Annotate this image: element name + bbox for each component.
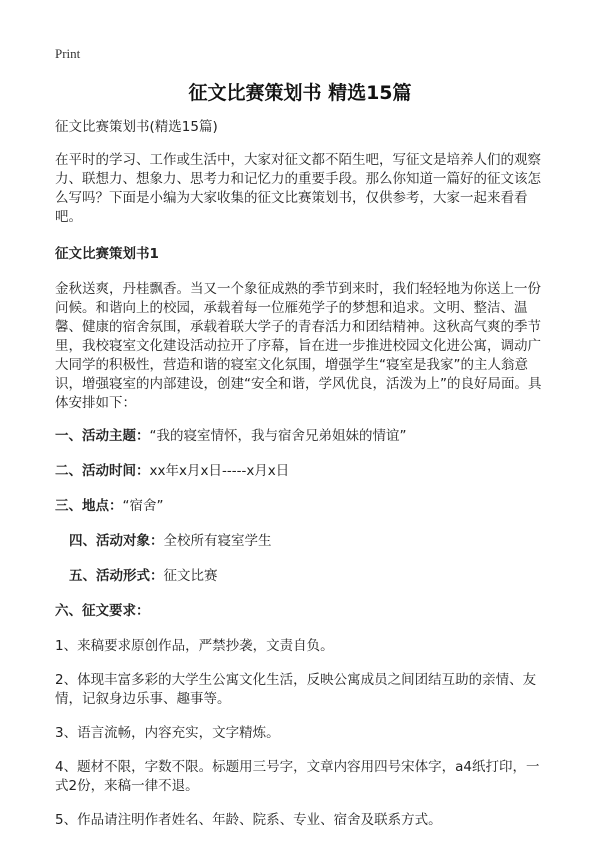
item-audience	[55, 532, 550, 551]
item-format	[55, 567, 550, 586]
item-label: 二、活动时间：	[55, 463, 150, 479]
item-value: xx年x月x日-----x月x日	[149, 463, 290, 479]
item-value: 征文比赛	[163, 568, 218, 584]
item-label: 五、活动形式：	[69, 568, 164, 584]
page-title: 征文比赛策划书 精选15篇	[188, 82, 412, 104]
item-location	[55, 497, 550, 516]
item-value: “宿舍”	[122, 498, 164, 514]
item-value: 全校所有寝室学生	[163, 533, 272, 549]
requirement-item: 2、体现丰富多彩的大学生公寓文化生活，反映公寓成员之间团结互助的亲情、友情，记叙身边乐事、趣事等。	[55, 672, 537, 707]
requirement-item: 4、题材不限，字数不限。标题用三号字，文章内容用四号宋体字，a4纸打印，一式2份，来稿一律不退。	[55, 759, 540, 794]
item-value: “我的寝室情怀，我与宿舍兄弟姐妹的情谊”	[149, 428, 407, 444]
item-theme	[55, 427, 550, 446]
item-label: 四、活动对象：	[69, 533, 164, 549]
item-label: 三、地点：	[55, 498, 123, 514]
item-label: 六、征文要求：	[55, 603, 150, 619]
body-paragraph: 金秋送爽，丹桂飘香。当又一个象征成熟的季节到来时，我们轻轻地为你送上一份问候。和谐向上的校园，承载着每一位雁苑学子的梦想和追求。文明、整洁、温馨、健康的宿舍氛围，承载着联大学子的青春活力和团结精神。这秋高气爽的季节里，我校寝室文化建设活动拉开了序幕，旨在进一步推进校园文化进公寓，调动广大同学的积极性，营造和谐的寝室文化氛围，增强学生“寝室是我家”的主人翁意识，增强寝室的内部建设，创建“安全和谐，学风优良，活泼为上”的良好局面。具体安排如下：	[55, 281, 542, 411]
requirement-item: 1、来稿要求原创作品，严禁抄袭，文责自负。	[55, 638, 334, 654]
item-time	[55, 462, 550, 481]
item-label: 一、活动主题：	[55, 428, 150, 444]
requirement-item: 5、作品请注明作者姓名、年龄、院系、专业、宿舍及联系方式。	[55, 812, 442, 828]
item-requirements	[55, 602, 550, 621]
print-link[interactable]: Print	[55, 46, 81, 61]
intro-paragraph: 在平时的学习、工作或生活中，大家对征文都不陌生吧，写征文是培养人们的观察力、联想力、想象力、思考力和记忆力的重要手段。那么你知道一篇好的征文该怎么写吗？下面是小编为大家收集的征文比赛策划书，仅供参考，大家一起来看看吧。	[55, 152, 541, 225]
document-subtitle: 征文比赛策划书(精选15篇)	[55, 119, 218, 135]
document-body	[55, 118, 550, 845]
requirement-item: 3、语言流畅，内容充实，文字精炼。	[55, 725, 280, 741]
section-heading: 征文比赛策划书1	[55, 246, 159, 262]
